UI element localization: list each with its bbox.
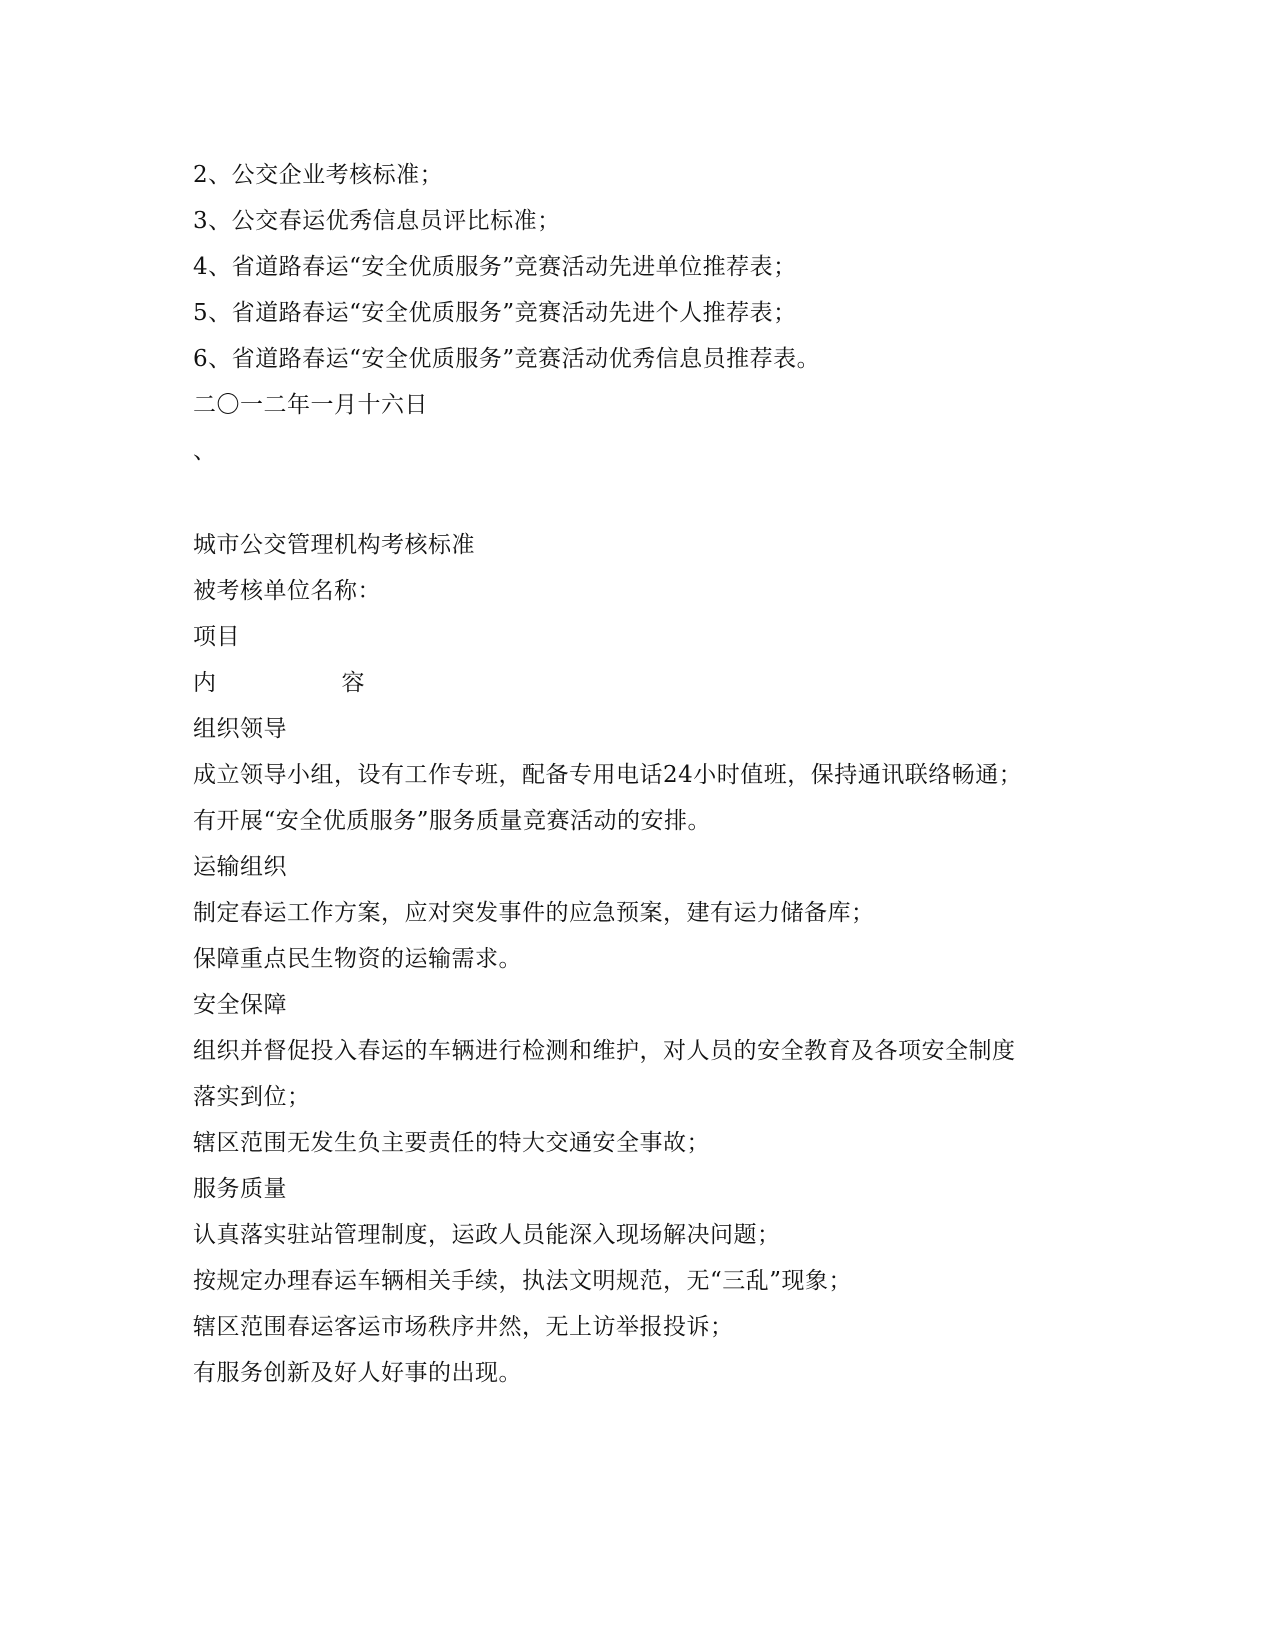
column-header-content: 内 容 [193,670,365,696]
section-line: 辖区范围无发生负主要责任的特大交通安全事故； [193,1130,710,1156]
section-name-leadership: 组织领导 [193,716,287,742]
attachment-item-5: 5、省道路春运“安全优质服务”竞赛活动先进个人推荐表； [193,300,797,326]
attachment-item-2: 2、公交企业考核标准； [193,162,444,188]
section-line: 成立领导小组，设有工作专班，配备专用电话24小时值班，保持通讯联络畅通； [193,762,1023,788]
section-name-safety: 安全保障 [193,992,287,1018]
section-line: 辖区范围春运客运市场秩序井然，无上访举报投诉； [193,1314,734,1340]
column-header-item: 项目 [193,624,240,650]
section-line: 有开展“安全优质服务”服务质量竞赛活动的安排。 [193,808,712,834]
section-line: 有服务创新及好人好事的出现。 [193,1360,522,1386]
section-name-service: 服务质量 [193,1176,287,1202]
section-line: 组织并督促投入春运的车辆进行检测和维护，对人员的安全教育及各项安全制度 [193,1038,1016,1064]
stray-mark: 、 [193,438,217,464]
document-date: 二〇一二年一月十六日 [193,392,428,418]
attachment-item-6: 6、省道路春运“安全优质服务”竞赛活动优秀信息员推荐表。 [193,346,821,372]
unit-name-label: 被考核单位名称： [193,578,381,604]
section-line: 落实到位； [193,1084,311,1110]
standard-title: 城市公交管理机构考核标准 [193,532,475,558]
section-line: 认真落实驻站管理制度，运政人员能深入现场解决问题； [193,1222,781,1248]
attachment-item-3: 3、公交春运优秀信息员评比标准； [193,208,561,234]
section-line: 制定春运工作方案，应对突发事件的应急预案，建有运力储备库； [193,900,875,926]
section-line: 保障重点民生物资的运输需求。 [193,946,522,972]
section-line: 按规定办理春运车辆相关手续，执法文明规范，无“三乱”现象； [193,1268,853,1294]
section-name-transport: 运输组织 [193,854,287,880]
attachment-item-4: 4、省道路春运“安全优质服务”竞赛活动先进单位推荐表； [193,254,797,280]
